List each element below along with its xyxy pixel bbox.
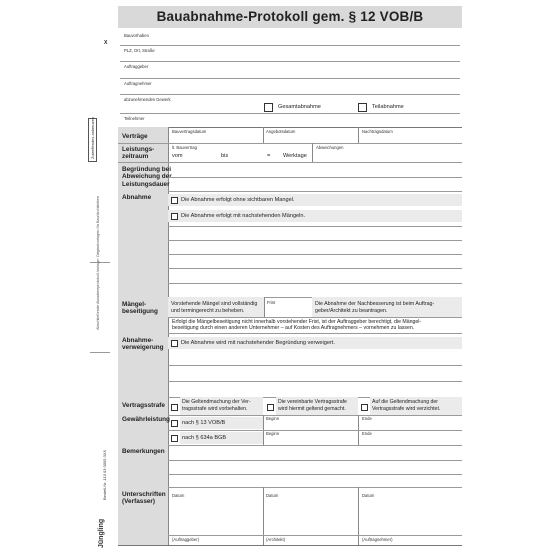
gesamtabnahme-label: Gesamtabnahme: [278, 104, 321, 110]
bis-label: bis: [221, 153, 229, 159]
cell-divider: [312, 143, 313, 162]
vertragsstrafe-geltend-checkbox[interactable]: [267, 404, 274, 411]
signature-line[interactable]: [168, 535, 462, 536]
vertragsstrafe-vorbehalten-checkbox[interactable]: [171, 404, 178, 411]
angebotsdatum-label: Angebotsdatum: [266, 129, 296, 134]
plz-label: PLZ, Ort, Straße: [124, 48, 155, 53]
equals-label: =: [267, 153, 271, 159]
datum-label: Datum: [266, 493, 279, 498]
beginn-label: Beginn: [266, 431, 280, 436]
page-title: Bauabnahme-Protokoll gem. § 12 VOB/B: [156, 9, 424, 24]
form-sheet: [118, 6, 462, 550]
maengel-line[interactable]: [168, 268, 462, 269]
gewerk-field[interactable]: [120, 113, 460, 114]
cell-divider: [263, 127, 264, 143]
cell-divider: [358, 127, 359, 143]
gewaehrleistung-vob-label: nach § 13 VOB/B: [182, 420, 226, 426]
abnahme-mit-label: Die Abnahme erfolgt mit nachstehenden Mängeln.: [181, 213, 306, 219]
datum-label: Datum: [172, 493, 185, 498]
verweigerung-checkbox[interactable]: [171, 340, 178, 347]
label-column: [118, 191, 168, 297]
verweigerung-line[interactable]: [168, 365, 462, 366]
sig-auftragnehmer: (Auftragnehmer): [362, 537, 393, 542]
gewaehrleistung-bgb-checkbox[interactable]: [171, 435, 178, 442]
vom-label: vom: [172, 153, 183, 159]
verweigerung-line[interactable]: [168, 381, 462, 382]
sig-auftraggeber: (Auftraggeber): [172, 537, 199, 542]
nachtragsdatum-label: Nachtragsdatum: [362, 129, 393, 134]
brand-logo: Jüngling: [98, 518, 105, 548]
maengel-line[interactable]: [168, 283, 462, 284]
maengel-line[interactable]: [168, 254, 462, 255]
bemerkungen-label: Bemerkungen: [122, 448, 165, 455]
datum-label: Datum: [362, 493, 375, 498]
bottom-border: [118, 545, 462, 546]
cell-divider: [263, 487, 264, 545]
vertragsstrafe-verzichtet-checkbox[interactable]: [361, 404, 368, 411]
auftraggeber-field[interactable]: [120, 78, 460, 79]
begruendung-label: Begründung bei Abweichung der Leistungsdauer: [122, 166, 172, 188]
vertragsstrafe-opt3: Auf die Geltendmachung der Vertragsstrafe wird verzichtet.: [372, 399, 441, 412]
lt-bauvertrag-label: lt. Bauvertrag: [172, 145, 197, 150]
auftragnehmer-label: Auftragnehmer: [124, 81, 152, 86]
auftragnehmer-field[interactable]: [120, 94, 460, 95]
bauvorhaben-field[interactable]: [120, 45, 460, 46]
abnahme-ohne-label: Die Abnahme erfolgt ohne sichtbaren Mangel.: [181, 197, 295, 203]
maengel-note: Erfolgt die Mängelbeseitigung nicht innerhalb vorstehender Frist, ist der Auftraggeber berechtigt, die Mängel- beseitigung durch einen anderen Unternehmer – auf Kosten des Auftragnehmers – vornehmen zu lassen.: [172, 319, 422, 332]
fold-mark: [90, 262, 110, 263]
abnahme-ohne-checkbox[interactable]: [171, 197, 178, 204]
werktage-label: Werktage: [283, 153, 307, 159]
row-line: [168, 430, 462, 431]
zutreffendes-label: Zutreffendes ankreuzen: [90, 116, 95, 159]
frist-label: Frist: [267, 300, 276, 305]
gesamtabnahme-checkbox[interactable]: [264, 103, 273, 112]
vertragsstrafe-opt1: Die Geltendmachung der Ver- tragsstrafe wird vorbehalten.: [182, 399, 251, 412]
x-mark: X: [104, 40, 108, 46]
row-line: [118, 487, 462, 488]
row-line: [118, 162, 462, 163]
verweigerung-option-label: Die Abnahme wird mit nachstehender Begründung verweigert.: [181, 340, 335, 346]
vertragsstrafe-label: Vertragsstrafe: [122, 402, 165, 409]
column-divider: [168, 127, 169, 545]
gewaehrleistung-bgb-label: nach § 634a BGB: [182, 435, 227, 441]
row-line: [118, 445, 462, 446]
beginn-label: Beginn: [266, 416, 280, 421]
row-line: [118, 333, 462, 334]
order-number: Bestell-Nr. 110 03 0005 0XX: [102, 449, 107, 500]
verweigerung-label: Abnahme- verweigerung: [122, 337, 164, 352]
ende-label: Ende: [362, 431, 372, 436]
ende-label: Ende: [362, 416, 372, 421]
row-line: [168, 317, 462, 318]
cell-divider: [358, 487, 359, 545]
unterschriften-label: Unterschriften (Verfasser): [122, 491, 166, 506]
bauvertragsdatum-label: Bauvertragsdatum: [172, 129, 207, 134]
sig-architekt: (Architekt): [266, 537, 286, 542]
vertragsstrafe-opt2: Die vereinbarte Vertragsstrafe wird hiermit geltend gemacht.: [278, 399, 347, 412]
bauvorhaben-label: Bauvorhaben: [124, 33, 149, 38]
teilnehmer-label: Teilnehmer: [124, 116, 145, 121]
leistungszeitraum-label: Leistungs- zeitraum: [122, 146, 155, 161]
fold-mark: [90, 352, 110, 353]
gewaehrleistung-label: Gewährleistung: [122, 416, 170, 423]
vertraege-label: Verträge: [122, 133, 148, 140]
bemerkungen-line[interactable]: [168, 474, 462, 475]
zutreffendes-box: [88, 118, 97, 162]
abnahme-mit-checkbox[interactable]: [171, 213, 178, 220]
maengel-text2: Die Abnahme der Nachbesserung ist beim Auftrag- geber/Architekt zu beantragen.: [315, 301, 435, 314]
begruendung-line[interactable]: [168, 177, 462, 178]
cell-divider: [264, 297, 265, 317]
plz-field[interactable]: [120, 61, 460, 62]
maengel-line[interactable]: [168, 226, 462, 227]
row-line: [118, 191, 462, 192]
teilabnahme-checkbox[interactable]: [358, 103, 367, 112]
row-line: [118, 143, 462, 144]
abweichungen-label: Abweichungen: [316, 145, 344, 150]
abnahme-label: Abnahme: [122, 194, 152, 201]
maengelbeseitigung-label: Mängel- beseitigung: [122, 301, 158, 316]
maengel-text1: Vorstehende Mängel sind vollständig und termingerecht zu beheben.: [171, 301, 258, 314]
bemerkungen-line[interactable]: [168, 460, 462, 461]
auftraggeber-label: Auftraggeber: [124, 64, 149, 69]
maengel-line[interactable]: [168, 240, 462, 241]
gewaehrleistung-vob-checkbox[interactable]: [171, 420, 178, 427]
teilabnahme-label: Teilabnahme: [372, 104, 404, 110]
divider: [118, 127, 462, 128]
usage-note: Abschließende Abnahmeprotokoll-Vorlage: Originalvorlagen für Bau/Architekten: [96, 196, 100, 330]
gewerk-label: abzunehmendes Gewerk: [124, 97, 171, 102]
